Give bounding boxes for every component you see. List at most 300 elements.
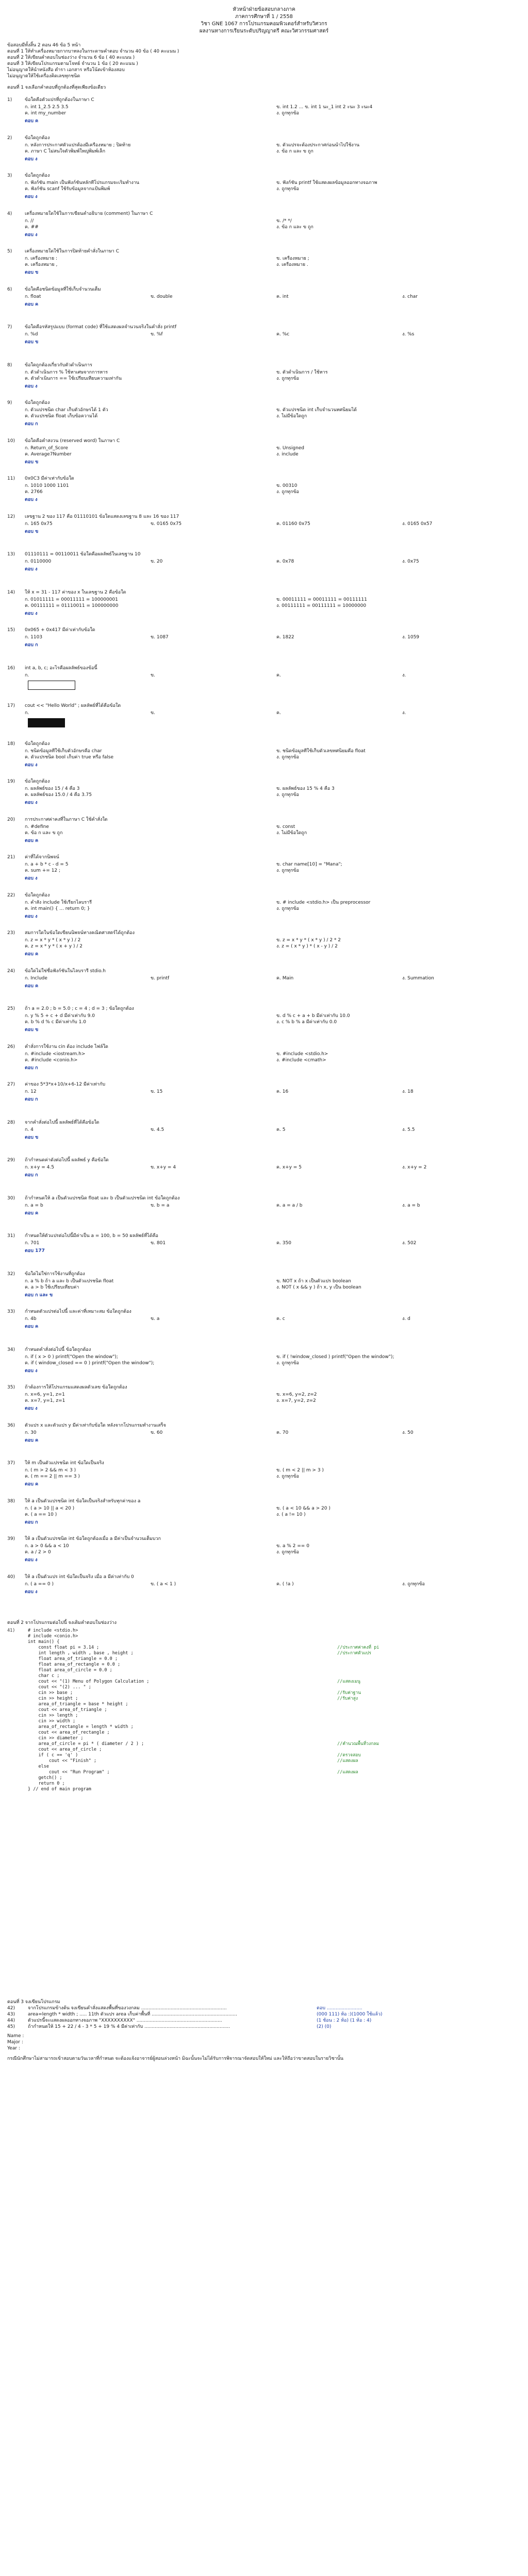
answer-key: ตอบ ก (25, 1173, 38, 1178)
code-text: const float pi = 3.14 ; (28, 1645, 100, 1650)
choice-list (25, 1127, 518, 1133)
choice-list (25, 483, 518, 495)
code-line (7, 1730, 518, 1736)
question-number: 29) (7, 1158, 15, 1163)
choice-option: ง. 0x75 (402, 559, 419, 564)
choice-option: ข. 1087 (151, 635, 169, 640)
code-comment (337, 1628, 518, 1634)
fill-in-answer: ตอบ ........................ (317, 2006, 362, 2011)
answer-key: ตอบ ง (25, 1368, 38, 1374)
choice-option: ข. ตัวแปรชนิด int เก็บจำนวนทศนิยมได้ (276, 408, 357, 413)
code-line-number (7, 1696, 28, 1702)
choice-option: ค. 350 (276, 1241, 291, 1246)
choice-option: ง. c % b % a มีค่าเท่ากับ 0.0 (276, 1020, 337, 1025)
code-line (7, 1628, 518, 1634)
code-text: cin >> diameter ; (28, 1736, 84, 1741)
choice-option: ข. 00310 (276, 483, 298, 488)
question-body (25, 1120, 518, 1141)
choice-option: ข. ฟังก์ชัน printf ใช้แสดงผลข้อมูลออกทางจอภาพ (276, 180, 377, 185)
choice-option: ง. ถูกทุกข้อ (276, 868, 299, 873)
choice-list (25, 1505, 518, 1518)
choice-option: ง. ไม่มีข้อใดถูก (276, 830, 307, 836)
question-stem: คำสั่งการใช้งาน cin ต้อง include ไฟล์ใด (25, 1044, 108, 1049)
choice-list (25, 256, 518, 268)
code-comment (337, 1730, 518, 1736)
question-body (25, 1347, 518, 1374)
question-stem: ข้อใดคือรหัสรูปแบบ (format code) ที่ใช้แสดงผลจำนวนจริงในคำสั่ง printf (25, 325, 177, 330)
answer-key: ตอบ ง (25, 913, 38, 919)
fill-in-number: 44) (7, 2018, 15, 2023)
choice-option: ข. 801 (151, 1241, 166, 1246)
code-text: area_of_circle = pi * ( diameter / 2 ) ; (28, 1741, 144, 1747)
question-number: 19) (7, 779, 15, 784)
choice-option: ง. ถูกทุกข้อ (276, 376, 299, 381)
question-body (25, 476, 518, 503)
question-item (7, 1460, 518, 1487)
fill-in-prompt[interactable]: ตัวแปรนี้จะแสดงผลออกทางจอภาพ "XXXXXXXXXX" .......................................................... (28, 2018, 222, 2023)
code-comment (337, 1764, 518, 1770)
choice-option: ข. d % c + a + b มีค่าเท่ากับ 10.0 (276, 1013, 350, 1019)
choice-option: ง. NOT ( x && y ) ถ้า x, y เป็น boolean (276, 1284, 361, 1290)
header-line-1: หัวหน้าฝ่ายข้อสอบกลางภาค (233, 7, 295, 12)
choice-option: ก. a + b * c - d = 5 (25, 862, 69, 867)
part3-rows (7, 2005, 518, 2030)
question-item (7, 892, 518, 920)
code-line (7, 1645, 518, 1651)
code-text: cout << "(2) ... " ; (28, 1685, 91, 1690)
code-line (7, 1707, 518, 1713)
choice-list (25, 142, 518, 155)
choice-option: ง. ถูกทุกข้อ (276, 489, 299, 495)
answer-key: ตอบ ง (25, 383, 38, 389)
code-line (7, 1639, 518, 1645)
code-text: getch() ; (28, 1775, 62, 1781)
question-body (25, 1006, 518, 1033)
choice-option: ก. 1010 1000 1101 (25, 483, 69, 488)
choice-option: ค. 2766 (25, 489, 43, 495)
question-body (25, 1309, 518, 1330)
answer-box[interactable] (28, 718, 65, 727)
choice-list (25, 218, 518, 230)
question-number: 37) (7, 1461, 15, 1466)
code-line-number (7, 1764, 28, 1770)
question-body (25, 135, 518, 162)
question-stem: เครื่องหมายใดใช้ในการปิดท้ายคำสั่งในภาษา C (25, 249, 119, 254)
question-body (25, 665, 518, 690)
question-stem: ตัวแปร x และตัวแปร y มีค่าเท่ากับข้อใด หลังจากโปรแกรมทำงานเสร็จ (25, 1422, 166, 1428)
choice-option: ก. if ( x > 0 ) printf("Open the window"); (25, 1354, 118, 1360)
question-stem: ข้อใดไม่ใช่ชื่อฟังก์ชันในไลบรารี stdio.h (25, 968, 106, 974)
choice-option: ก. ชนิดข้อมูลที่ใช้เก็บตัวอักษรคือ char (25, 748, 102, 754)
choice-option: ง. x=7, y=2, z=2 (276, 1398, 316, 1403)
choice-option: ง. a = b (402, 1202, 420, 1208)
answer-key: ตอบ ก (25, 642, 38, 648)
choice-option: ก. 165 0x75 (25, 521, 53, 527)
fill-in-number: 43) (7, 2012, 15, 2017)
answer-key: ตอบ ก (25, 1519, 38, 1525)
choice-option: ค. 16 (276, 1089, 289, 1094)
question-body (25, 1195, 518, 1216)
answer-box[interactable] (28, 681, 75, 690)
code-text: float area_of_rectangle = 0.0 ; (28, 1662, 121, 1667)
code-line (7, 1656, 518, 1662)
question-stem: จากคำสั่งต่อไปนี้ ผลลัพธ์ที่ได้คือข้อใด (25, 1120, 100, 1125)
code-line-number (7, 1645, 28, 1651)
choice-list (25, 672, 518, 679)
choice-option: ค. int (276, 294, 289, 299)
question-stem: cout << "Hello World" ; ผลลัพธ์ที่ได้คือข้อใด (25, 703, 121, 708)
choice-option: ง. Summation (402, 975, 434, 981)
question-number: 39) (7, 1536, 15, 1541)
choice-option: ง. 5.5 (402, 1127, 415, 1132)
question-number: 22) (7, 892, 15, 898)
code-text: cout << "Run Program" ; (28, 1770, 110, 1775)
choice-option: ข. 0165 0x75 (151, 521, 182, 527)
choice-option: ข. double (151, 294, 173, 299)
question-item (7, 589, 518, 617)
code-comment (337, 1787, 518, 1792)
code-line (7, 1685, 518, 1690)
question-stem: int a, b, c; อะไรคือผลลัพธ์ของข้อนี้ (25, 665, 97, 671)
choice-option: ข. ( m < 2 || m > 3 ) (276, 1468, 324, 1473)
question-stem: ค่าของ 5*3*x+10/x+6-12 มีค่าเท่ากับ (25, 1082, 106, 1087)
question-stem: 01110111 = 00110011 ข้อใดคือผลลัพธ์ในเลขฐาน 10 (25, 552, 141, 557)
question-number: 35) (7, 1385, 15, 1390)
choice-option: ข. ( a < 1 ) (151, 1581, 176, 1587)
question-number: 31) (7, 1233, 15, 1239)
fill-in-answer: (2) (0) (317, 2024, 332, 2029)
code-text: int length , width , base , height ; (28, 1651, 134, 1656)
code-text: area_of_triangle = base * height ; (28, 1702, 128, 1707)
choice-option: ค. 1822 (276, 635, 294, 640)
code-line-number (7, 1758, 28, 1764)
choice-option: ข. ผลลัพธ์ของ 15 % 4 คือ 3 (276, 786, 335, 791)
question-stem: ให้ a เป็นตัวแปรชนิด int ข้อใดถูกต้องเมื่อ a มีค่าเป็นจำนวนเต็มบวก (25, 1536, 161, 1541)
question-number: 24) (7, 968, 15, 974)
code-line (7, 1651, 518, 1656)
question-item (7, 514, 518, 535)
question-body (25, 324, 518, 345)
question-item (7, 173, 518, 200)
instruction-line: ตอนที่ 3 ให้เขียนโปรแกรมตามโจทย์ จำนวน 1 ข้อ ( 20 คะแนน ) (7, 61, 138, 66)
answer-key: ตอบ ก (25, 1065, 38, 1071)
choice-option: ก. z = x * y * ( x * y ) / 2 (25, 938, 81, 943)
choice-option: ก. 01011111 = 00011111 = 100000001 (25, 597, 118, 602)
question-stem: ข้อใดคือตัวแปรที่ถูกต้องในภาษา C (25, 97, 94, 103)
answer-key: ตอบ 177 (25, 1248, 45, 1253)
code-comment (337, 1702, 518, 1707)
choice-option: ค. ตัวแปรชนิด float เก็บข้อความได้ (25, 414, 98, 419)
code-line (7, 1770, 518, 1775)
question-body (25, 1574, 518, 1595)
question-item (7, 286, 518, 308)
code-line-number (7, 1651, 28, 1656)
code-line (7, 1673, 518, 1679)
question-item (7, 1347, 518, 1374)
choice-option: ก. #include <iostream.h> (25, 1051, 86, 1057)
choice-option: ข. z = x * y * ( x * y ) / 2 * 2 (276, 938, 341, 943)
question-stem: ถ้ากำหนดค่าดังต่อไปนี้ ผลลัพธ์ y คือข้อใด (25, 1158, 109, 1163)
code-line (7, 1679, 518, 1685)
question-stem: ถ้า a = 2.0 ; b = 5.0 ; c = 4 ; d = 3 ; ข้อใดถูกต้อง (25, 1006, 134, 1011)
choice-option: ค. ( a == 10 ) (25, 1512, 57, 1517)
choice-list (25, 1354, 518, 1366)
question-item (7, 778, 518, 806)
choice-option: ค. c (276, 1316, 285, 1321)
choice-option: ง. ถูกทุกข้อ (276, 1550, 299, 1555)
major-label: Major : (7, 2040, 23, 2045)
choice-list (25, 824, 518, 836)
question-stem: ข้อใดคือคำสงวน (reserved word) ในภาษา C (25, 438, 120, 444)
answer-key: ตอบ ข (25, 459, 39, 465)
choice-option: ก. 4b (25, 1316, 37, 1321)
choice-option: ข. %f (151, 332, 163, 337)
question-number: 17) (7, 703, 15, 708)
code-line (7, 1736, 518, 1741)
choice-list (25, 786, 518, 798)
question-number: 21) (7, 855, 15, 860)
question-item (7, 1384, 518, 1412)
code-text: int main() { (28, 1639, 60, 1645)
choice-option: ค. Main (276, 975, 294, 981)
question-body (25, 817, 518, 844)
code-comment: //รับค่าสูง (337, 1696, 358, 1701)
question-number: 20) (7, 817, 15, 822)
code-comment (337, 1775, 518, 1781)
choice-list (25, 369, 518, 382)
choice-list (25, 1316, 518, 1322)
answer-key: ตอบ ข (25, 340, 39, 345)
choice-option: ข. printf (151, 975, 170, 981)
code-comment: //ประกาศตัวแปร (337, 1651, 371, 1656)
choice-list (25, 748, 518, 760)
question-stem: เลขฐาน 2 ของ 117 คือ 01110101 ข้อใดแสดงเลขฐาน 8 และ 16 ของ 117 (25, 514, 179, 519)
fill-in-row (7, 2005, 518, 2011)
instruction-line: ไม่อนุญาตให้นำหนังสือ ตำรา เอกสาร หรือโน้ตเข้าห้องสอบ (7, 67, 125, 73)
code-line-number (7, 1707, 28, 1713)
code-comment (337, 1634, 518, 1639)
question-number: 3) (7, 173, 12, 178)
question-item (7, 362, 518, 389)
choice-option: ค. ข้อ ก และ ข ถูก (25, 830, 63, 836)
choice-option: ก. หลังการประกาศตัวแปรต้องมีเครื่องหมาย ; ปิดท้าย (25, 142, 131, 148)
code-line (7, 1719, 518, 1724)
choice-option: ข. x=6, y=2, z=2 (276, 1392, 317, 1397)
answer-key: ตอบ ง (25, 567, 38, 572)
choice-option: ค. sum += 12 ; (25, 868, 61, 873)
question-number: 38) (7, 1498, 15, 1504)
fill-in-prompt[interactable]: จากโปรแกรมข้างต้น จงเขียนคำสั่งแสดงพื้นที่ของวงกลม .......................................................... (28, 2006, 227, 2011)
choice-option: ค. ( m == 2 || m == 3 ) (25, 1474, 80, 1479)
question-item (7, 627, 518, 648)
question-body (25, 703, 518, 727)
choice-list (25, 1164, 518, 1171)
code-line (7, 1696, 518, 1702)
question-body (25, 741, 518, 768)
answer-box-row (25, 681, 518, 690)
code-line (7, 1747, 518, 1753)
choice-option: ง. 50 (402, 1430, 414, 1435)
choice-option: ข. x+y = 4 (151, 1165, 176, 1170)
code-line-number (7, 1639, 28, 1645)
code-line-number (7, 1713, 28, 1719)
code-line-number (7, 1741, 28, 1747)
question-number: 5) (7, 249, 12, 254)
code-line (7, 1713, 518, 1719)
instruction-line: ตอนที่ 2 ให้เขียนคำตอบในช่องว่าง จำนวน 6 ข้อ ( 40 คะแนน ) (7, 55, 135, 60)
code-line (7, 1668, 518, 1673)
question-body (25, 854, 518, 882)
code-line (7, 1724, 518, 1730)
code-listing (7, 1628, 518, 1792)
choice-option: ข. a % 2 == 0 (276, 1544, 309, 1549)
code-text: # include <conio.h> (28, 1634, 78, 1639)
choice-option: ค. 00111111 = 01110011 = 100000000 (25, 603, 119, 608)
choice-option: ข. Unsigned (276, 445, 305, 451)
question-item (7, 324, 518, 345)
code-comment: //แสดงผล (337, 1770, 358, 1775)
choice-option: ก. a > 0 && a < 10 (25, 1544, 69, 1549)
code-line-number (7, 1724, 28, 1730)
question-body (25, 1498, 518, 1526)
code-line-number (7, 1673, 28, 1679)
choice-option: ง. เครื่องหมาย . (276, 262, 308, 267)
choice-option: ง. include (276, 451, 299, 457)
choice-list (25, 407, 518, 419)
fill-in-prompt[interactable]: area=length * width ; ..... 11th ตัวแปร area เก็บค่าพื้นที่ .......................................................... (28, 2012, 237, 2017)
question-stem: เครื่องหมายใดใช้ในการเขียนคำอธิบาย (comment) ในภาษา C (25, 211, 153, 216)
code-line (7, 1634, 518, 1639)
choice-list (25, 1240, 518, 1246)
code-line (7, 1753, 518, 1758)
answer-key: ตอบ ง (25, 611, 38, 616)
question-number: 26) (7, 1044, 15, 1049)
answer-key: ตอบ ง (25, 762, 38, 768)
choice-list (25, 634, 518, 640)
code-text: else (28, 1764, 49, 1769)
question-stem: ข้อใดถูกต้องเกี่ยวกับตัวดำเนินการ (25, 362, 92, 368)
choice-option: ก. ฟังก์ชัน main เป็นฟังก์ชันหลักที่โปรแกรมจะเริ่มทำงาน (25, 180, 140, 185)
question-number: 14) (7, 589, 15, 595)
question-item (7, 1574, 518, 1595)
answer-key: ตอบ ง (25, 876, 38, 881)
choice-option: ข. ตัวดำเนินการ / ใช้หาร (276, 369, 328, 375)
choice-list (25, 331, 518, 337)
answer-key: ตอบ ค (25, 838, 39, 843)
code-comment (337, 1662, 518, 1668)
code-text: cout << "(1) Menu of Polygon Calculation ; (28, 1679, 150, 1684)
choice-list (25, 975, 518, 981)
choice-option: ก. (25, 710, 29, 716)
question-stem: 0x0C3 มีค่าเท่ากับข้อใด (25, 476, 74, 481)
question-item (7, 854, 518, 882)
question-item (7, 1271, 518, 1298)
question-item (7, 476, 518, 503)
code-comment (337, 1713, 518, 1719)
choice-option: ง. char (402, 294, 418, 299)
choice-option: ง. d (402, 1316, 410, 1321)
choice-option: ข. int 1.2 ... ข. int 1 นะ_1 int 2 ะนะ 3 ะนะ4 (276, 105, 373, 110)
choice-option: ก. 701 (25, 1241, 40, 1246)
question-body (25, 1384, 518, 1412)
choice-option: ก. x+y = 4.5 (25, 1165, 54, 1170)
question-number: 40) (7, 1574, 15, 1580)
choice-option: ข. (151, 710, 156, 716)
choice-option: ข. 60 (151, 1430, 163, 1435)
question-body (25, 362, 518, 389)
question-item (7, 1081, 518, 1103)
answer-key: ตอบ ค (25, 301, 39, 307)
fill-in-prompt[interactable]: ถ้ากำหนดให้ 15 + 22 / 4 - 3 * 5 + 19 % 4 มีค่าเท่ากับ .......................................................... (28, 2024, 230, 2029)
header-line-4: ผลงานทางการเรียนระดับปริญญาตรี คณะวิศวกรรมศาสตร์ (199, 28, 329, 34)
code-comment: //แสดงผล (337, 1758, 358, 1764)
choice-option: ข. # include <stdio.h> เป็น preprocessor (276, 900, 371, 905)
choice-option: ง. #include <cmath> (276, 1057, 326, 1063)
question-stem: ข้อใดถูกต้อง (25, 741, 50, 747)
choice-option: ก. float (25, 294, 41, 299)
question-body (25, 97, 518, 124)
code-text: if ( c == 'q' ) (28, 1753, 78, 1758)
question-item (7, 741, 518, 768)
question-number: 15) (7, 628, 15, 633)
answer-key: ตอบ ค (25, 983, 39, 989)
choice-option: ค. ฟังก์ชัน scanf ใช้รับข้อมูลจากแป้นพิมพ์ (25, 187, 110, 192)
instruction-line: ข้อสอบมีทั้งสิ้น 2 ตอน 46 ข้อ 5 หน้า (7, 43, 81, 48)
question-body (25, 589, 518, 617)
answer-key: ตอบ ข (25, 529, 39, 534)
question-number: 7) (7, 325, 12, 330)
part2-title: ตอนที่ 2 จากโปรแกรมต่อไปนี้ จงเติมคำตอบในช่องว่าง (7, 1620, 117, 1625)
question-number: 2) (7, 135, 12, 141)
choice-list (25, 710, 518, 716)
question-body (25, 1157, 518, 1178)
choice-option: ค. ตัวแปรชนิด bool เก็บค่า true หรือ false (25, 754, 113, 760)
code-line-number (7, 1736, 28, 1741)
code-text: float area_of_circle = 0.0 ; (28, 1668, 112, 1673)
question-body (25, 1422, 518, 1444)
code-line-number (7, 1730, 28, 1736)
choice-option: ก. ( a > 10 || a < 20 ) (25, 1505, 75, 1511)
code-line-number (7, 1753, 28, 1758)
question-item (7, 1498, 518, 1526)
code-text: cin >> base ; (28, 1690, 73, 1696)
question-item (7, 1422, 518, 1444)
choice-option: ค. ผลลัพธ์ของ 15.0 / 4 คือ 3.75 (25, 792, 92, 798)
choice-list (25, 180, 518, 192)
question-body (25, 1460, 518, 1487)
question-item (7, 1309, 518, 1330)
choice-option: ค. ( !a ) (276, 1581, 294, 1587)
choice-option: ง. ข้อ ก และ ข ถูก (276, 148, 314, 154)
choice-option: ง. ข้อ ก และ ข ถูก (276, 224, 314, 230)
choice-list (25, 937, 518, 950)
choice-option: ก. x=6, y=1, z=1 (25, 1392, 65, 1397)
question-body (25, 551, 518, 572)
question-body (25, 1271, 518, 1298)
question-number: 13) (7, 552, 15, 557)
code-comment (337, 1781, 518, 1787)
question-item (7, 1233, 518, 1254)
choice-list (25, 1392, 518, 1404)
question-number: 28) (7, 1120, 15, 1125)
question-number: 34) (7, 1347, 15, 1352)
question-number: 30) (7, 1195, 15, 1201)
choice-option: ก. เครื่องหมาย : (25, 256, 57, 261)
choice-option: ง. 502 (402, 1241, 417, 1246)
answer-key: ตอบ ข (25, 1134, 39, 1140)
choice-option: ก. y % 5 + c + d มีค่าเท่ากับ 9.0 (25, 1013, 95, 1019)
code-text: cout << area_of_rectangle ; (28, 1730, 110, 1735)
